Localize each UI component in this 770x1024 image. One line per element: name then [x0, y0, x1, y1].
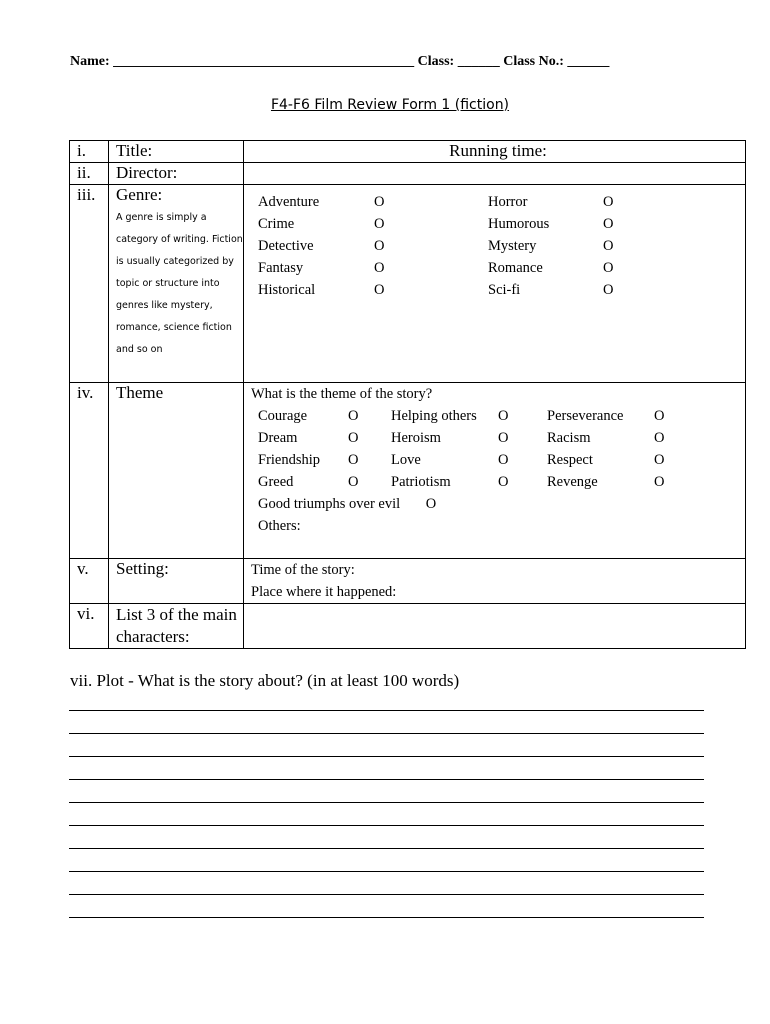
writing-line[interactable]	[69, 872, 704, 895]
characters-label: List 3 of the main characters:	[109, 604, 244, 649]
theme-option: Respect	[547, 452, 593, 468]
writing-line[interactable]	[69, 826, 704, 849]
theme-option: Heroism	[391, 430, 441, 446]
theme-option: Helping others	[391, 408, 477, 424]
radio-option[interactable]: O	[348, 474, 359, 490]
genre-option: Sci-fi	[488, 282, 521, 298]
director-label: Director:	[109, 163, 244, 185]
genre-option: Detective	[258, 238, 314, 254]
genre-options	[258, 191, 745, 301]
genre-option: Mystery	[488, 238, 537, 254]
row-number: i.	[70, 141, 109, 163]
theme-label: Theme	[109, 383, 244, 559]
writing-line[interactable]	[69, 803, 704, 826]
theme-option: Love	[391, 452, 421, 468]
genre-label: Genre:	[116, 185, 163, 204]
theme-row	[70, 383, 746, 559]
radio-option[interactable]: O	[603, 282, 614, 298]
genre-note: A genre is simply a category of writing. Fiction is usually categorized by topic or structure into genres like mystery, romance, science fiction and so on	[116, 212, 243, 355]
radio-option[interactable]: O	[654, 474, 665, 490]
radio-option[interactable]: O	[374, 282, 385, 298]
plot-label: vii. Plot - What is the story about? (in at least 100 words)	[70, 671, 460, 690]
good-triumphs-option: Good triumphs over evil	[258, 496, 401, 512]
radio-option[interactable]: O	[348, 430, 359, 446]
class-no-field[interactable]: ______	[567, 54, 610, 69]
place-field[interactable]: Place where it happened:	[251, 584, 397, 600]
radio-option[interactable]: O	[374, 216, 385, 232]
theme-option: Friendship	[258, 452, 321, 468]
row-number: ii.	[70, 163, 109, 185]
writing-line[interactable]	[69, 734, 704, 757]
radio-option[interactable]: O	[603, 260, 614, 276]
radio-option[interactable]: O	[348, 452, 359, 468]
theme-option: Revenge	[547, 474, 598, 490]
title-row	[70, 141, 746, 163]
class-label: Class:	[417, 54, 455, 69]
writing-line[interactable]	[69, 895, 704, 918]
theme-option: Dream	[258, 430, 298, 446]
genre-option: Historical	[258, 282, 316, 298]
genre-option: Crime	[258, 216, 295, 232]
genre-option: Horror	[488, 194, 528, 210]
writing-line[interactable]	[69, 849, 704, 872]
review-form-table	[69, 140, 746, 649]
writing-line[interactable]	[69, 711, 704, 734]
name-field[interactable]: ___________________________________________	[113, 54, 415, 69]
radio-option[interactable]: O	[498, 452, 509, 468]
characters-field[interactable]	[244, 604, 746, 649]
radio-option[interactable]: O	[498, 408, 509, 424]
radio-option[interactable]: O	[425, 496, 437, 512]
theme-option: Patriotism	[391, 474, 451, 490]
genre-row	[70, 185, 746, 383]
theme-question: What is the theme of the story?	[251, 386, 433, 402]
radio-option[interactable]: O	[603, 238, 614, 254]
radio-option[interactable]: O	[654, 452, 665, 468]
time-of-story-field[interactable]: Time of the story:	[251, 562, 355, 578]
row-number: v.	[70, 559, 109, 604]
director-field[interactable]	[244, 163, 746, 185]
writing-line[interactable]	[69, 757, 704, 780]
genre-option: Romance	[488, 260, 543, 276]
characters-row	[70, 604, 746, 649]
theme-option: Racism	[547, 430, 591, 446]
row-number: iv.	[70, 383, 109, 559]
theme-options	[258, 405, 745, 493]
writing-line[interactable]	[69, 780, 704, 803]
theme-option: Greed	[258, 474, 294, 490]
running-time-label: Running time:	[449, 141, 547, 160]
radio-option[interactable]: O	[654, 430, 665, 446]
radio-option[interactable]: O	[498, 474, 509, 490]
genre-option: Adventure	[258, 194, 320, 210]
genre-option: Fantasy	[258, 260, 304, 276]
director-row	[70, 163, 746, 185]
theme-option: Courage	[258, 408, 308, 424]
setting-row	[70, 559, 746, 604]
radio-option[interactable]: O	[374, 194, 385, 210]
radio-option[interactable]: O	[374, 260, 385, 276]
row-number: iii.	[70, 185, 109, 383]
radio-option[interactable]: O	[603, 216, 614, 232]
setting-label: Setting:	[109, 559, 244, 604]
title-label: Title:	[109, 141, 244, 163]
class-no-label: Class No.:	[503, 54, 564, 69]
plot-writing-lines[interactable]	[69, 688, 704, 918]
writing-line[interactable]	[69, 688, 704, 711]
class-field[interactable]: ______	[457, 54, 500, 69]
radio-option[interactable]: O	[348, 408, 359, 424]
radio-option[interactable]: O	[654, 408, 665, 424]
radio-option[interactable]: O	[498, 430, 509, 446]
row-number: vi.	[70, 604, 109, 649]
others-field[interactable]: Others:	[258, 518, 301, 534]
radio-option[interactable]: O	[374, 238, 385, 254]
form-title: F4-F6 Film Review Form 1 (fiction)	[270, 97, 510, 113]
name-label: Name:	[70, 54, 110, 69]
genre-option: Humorous	[488, 216, 550, 232]
running-time-field[interactable]	[244, 141, 746, 163]
radio-option[interactable]: O	[603, 194, 614, 210]
theme-option: Perseverance	[547, 408, 624, 424]
student-info-header	[70, 54, 609, 70]
